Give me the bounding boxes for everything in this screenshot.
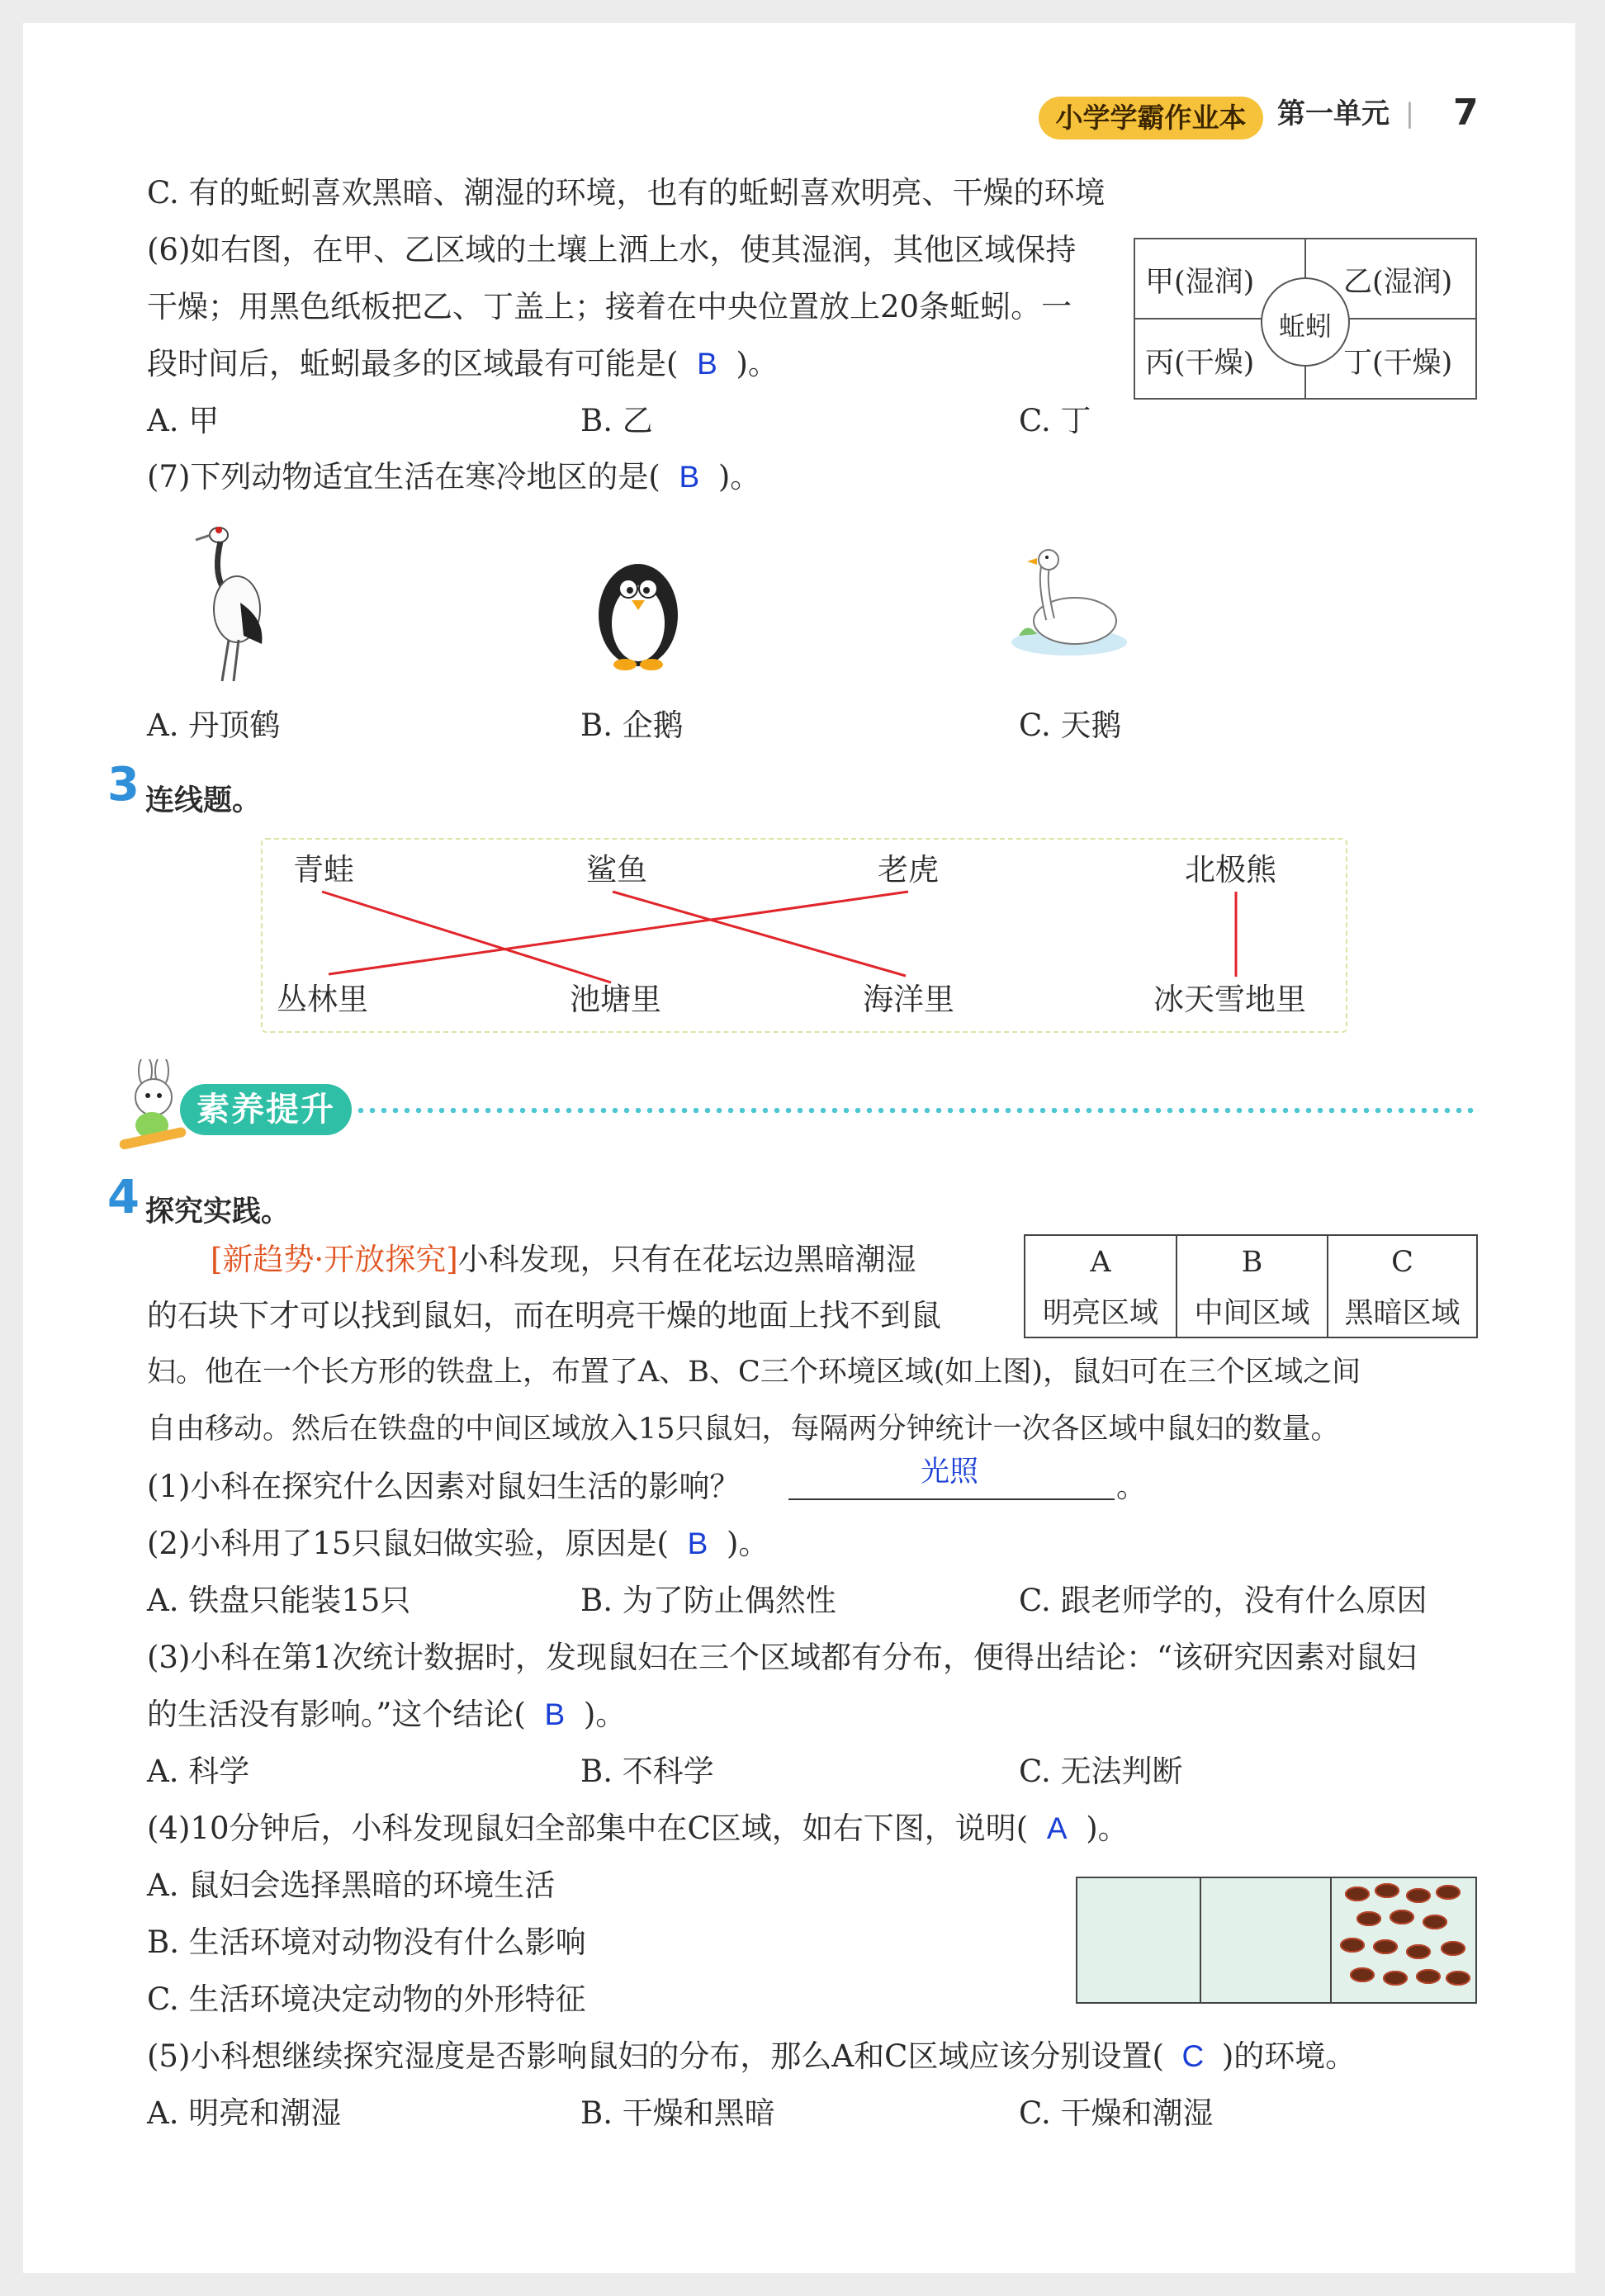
zone-a-letter: A [1090,1246,1111,1279]
center-label: 蚯蚓 [1278,310,1332,342]
match-bottom-jungle: 丛林里 [277,982,368,1017]
intro-line2: 的石块下才可以找到鼠妇，而在明亮干燥的地面上找不到鼠 [147,1298,941,1333]
q4-1-answer: 光照 [921,1456,979,1488]
region-ding: 丁(干燥) [1343,347,1453,380]
q4-2-option-a: A. 铁盘只能装15只 [147,1583,411,1618]
region-jia: 甲(湿润) [1145,266,1255,299]
tray-sep-1 [1200,1878,1201,2002]
q4-3-option-b: B. 不科学 [580,1754,714,1789]
pillbug [1406,1888,1431,1903]
section-4-number: 4 [107,1171,140,1224]
pillbug [1441,1941,1465,1956]
q4-3-line2 [147,1697,626,1733]
q4-4-answer: A [1046,1811,1068,1845]
pillbug [1345,1887,1370,1901]
q7-stem-pre: (7)下列动物适宜生活在寒冷地区的是( [147,459,660,495]
q4-2-pre: (2)小科用了15只鼠妇做实验，原因是( [147,1526,669,1561]
pillbug [1416,1969,1441,1984]
q4-5-option-b: B. 干燥和黑暗 [580,2095,775,2131]
pillbug [1383,1971,1408,1986]
q7-option-c: C. 天鹅 [1019,708,1122,743]
q6-line1: (6)如右图，在甲、乙区域的土壤上洒上水，使其湿润，其他区域保持 [147,232,1077,267]
q4-3-pre: 的生活没有影响。”这个结论( [147,1697,526,1732]
pillbug [1356,1911,1381,1926]
match-bottom-pond: 池塘里 [570,982,661,1017]
workbook-badge: 小学学霸作业本 [1039,97,1263,140]
intro-line1 [211,1243,916,1278]
line-shark-ocean [613,892,906,976]
match-top-shark: 鲨鱼 [586,852,647,888]
pillbug [1350,1967,1375,1982]
zone-a-label: 明亮区域 [1042,1297,1158,1330]
prev-option-c: C. 有的蚯蚓喜欢黑暗、潮湿的环境，也有的蚯蚓喜欢明亮、干燥的环境 [147,175,1106,211]
q4-3-option-c: C. 无法判断 [1019,1754,1183,1789]
match-bottom-icefield: 冰天雪地里 [1153,982,1306,1017]
q4-3-line1: (3)小科在第1次统计数据时，发现鼠妇在三个区域都有分布，便得出结论：“该研究因素对鼠妇 [147,1640,1417,1675]
q7-option-a: A. 丹顶鹤 [147,708,281,743]
q6-option-c: C. 丁 [1019,403,1091,438]
q4-4-option-b: B. 生活环境对动物没有什么影响 [147,1924,586,1960]
pillbug-tray-diagram [1076,1877,1477,2004]
match-top-polar-bear: 北极熊 [1185,852,1276,888]
q6-option-a: A. 甲 [147,403,220,438]
match-top-tiger: 老虎 [878,852,939,888]
region-bing: 丙(干燥) [1145,347,1255,380]
q4-5-option-a: A. 明亮和潮湿 [147,2095,342,2131]
pillbug [1423,1915,1447,1929]
section-4-title: 探究实践。 [145,1195,291,1228]
q4-4-stem [147,1811,1129,1847]
q4-4-option-c: C. 生活环境决定动物的外形特征 [147,1981,586,2017]
zone-b [1177,1236,1327,1337]
zone-c-label: 黑暗区域 [1344,1297,1461,1330]
q4-4-pre: (4)10分钟后，小科发现鼠妇全部集中在C区域，如右下图，说明( [147,1811,1029,1846]
pillbug [1446,1971,1470,1986]
match-bottom-ocean: 海洋里 [863,982,954,1017]
q6-line3-pre: 段时间后，蚯蚓最多的区域最有可能是( [147,346,679,381]
zone-c-letter: C [1391,1246,1413,1279]
q4-5-pre: (5)小科想继续探究湿度是否影响鼠妇的分布，那么A和C区域应该分别设置( [147,2038,1164,2074]
banner-dotted-line [355,1108,1480,1113]
q4-5-stem [147,2039,1356,2075]
pillbug [1436,1885,1461,1900]
section-3-number: 3 [107,758,140,812]
q4-4-option-a: A. 鼠妇会选择黑暗的环境生活 [147,1868,556,1903]
section-3-title: 连线题。 [145,784,262,817]
matching-lines [0,0,1605,1073]
q4-2-option-c: C. 跟老师学的，没有什么原因 [1019,1583,1427,1618]
q4-1-blank-line [788,1498,1115,1500]
pillbug [1373,1939,1398,1954]
page-number: 7 [1453,92,1479,134]
unit-label: 第一单元 [1277,97,1390,130]
zone-a [1025,1236,1176,1337]
q4-1-end: 。 [1116,1469,1147,1504]
q4-1-stem: (1)小科在探究什么因素对鼠妇生活的影响？ [147,1469,741,1504]
q4-5-option-c: C. 干燥和潮湿 [1019,2095,1214,2131]
header-divider: | [1405,97,1414,129]
pillbug [1340,1938,1365,1953]
q7-stem-post: )。 [717,459,761,495]
zone-b-label: 中间区域 [1194,1297,1310,1330]
pillbug [1375,1883,1399,1898]
q4-2-stem [147,1527,769,1562]
q6-line2: 干燥；用黑色纸板把乙、丁盖上；接着在中央位置放上20条蚯蚓。一 [147,289,1072,324]
section-banner: 素养提升 [180,1084,352,1135]
intro-line4: 自由移动。然后在铁盘的中间区域放入15只鼠妇，每隔两分钟统计一次各区域中鼠妇的数量。 [147,1413,1340,1446]
intro-line3: 妇。他在一个长方形的铁盘上，布置了A、B、C三个环境区域(如上图)，鼠妇可在三个区域之间 [147,1356,1361,1389]
q4-3-post: )。 [583,1697,627,1732]
q7-answer: B [679,460,700,494]
q6-answer: B [697,347,717,381]
q4-3-option-a: A. 科学 [147,1754,250,1789]
zone-table [1024,1234,1478,1338]
q6-option-b: B. 乙 [580,403,653,438]
q4-3-answer: B [544,1697,566,1731]
pillbug [1406,1944,1431,1959]
pillbug [1390,1910,1414,1924]
intro-line1-text: 小科发现，只有在花坛边黑暗潮湿 [457,1242,916,1277]
q4-2-post: )。 [726,1526,769,1561]
q6-line3-post: )。 [736,346,779,381]
q4-4-post: )。 [1086,1811,1129,1846]
q4-2-answer: B [687,1527,708,1560]
zone-c [1328,1236,1476,1337]
q4-2-option-b: B. 为了防止偶然性 [580,1583,836,1618]
tray-zone-c [1332,1878,1475,2002]
q7-option-b: B. 企鹅 [580,708,684,743]
trend-tag: [新趋势·开放探究] [211,1242,458,1277]
region-yi: 乙(湿润) [1343,266,1453,299]
match-top-frog: 青蛙 [293,852,354,888]
line-tiger-jungle [329,892,908,974]
q4-5-answer: C [1181,2039,1205,2073]
zone-b-letter: B [1241,1246,1263,1279]
q4-5-post: )的环境。 [1221,2038,1356,2074]
